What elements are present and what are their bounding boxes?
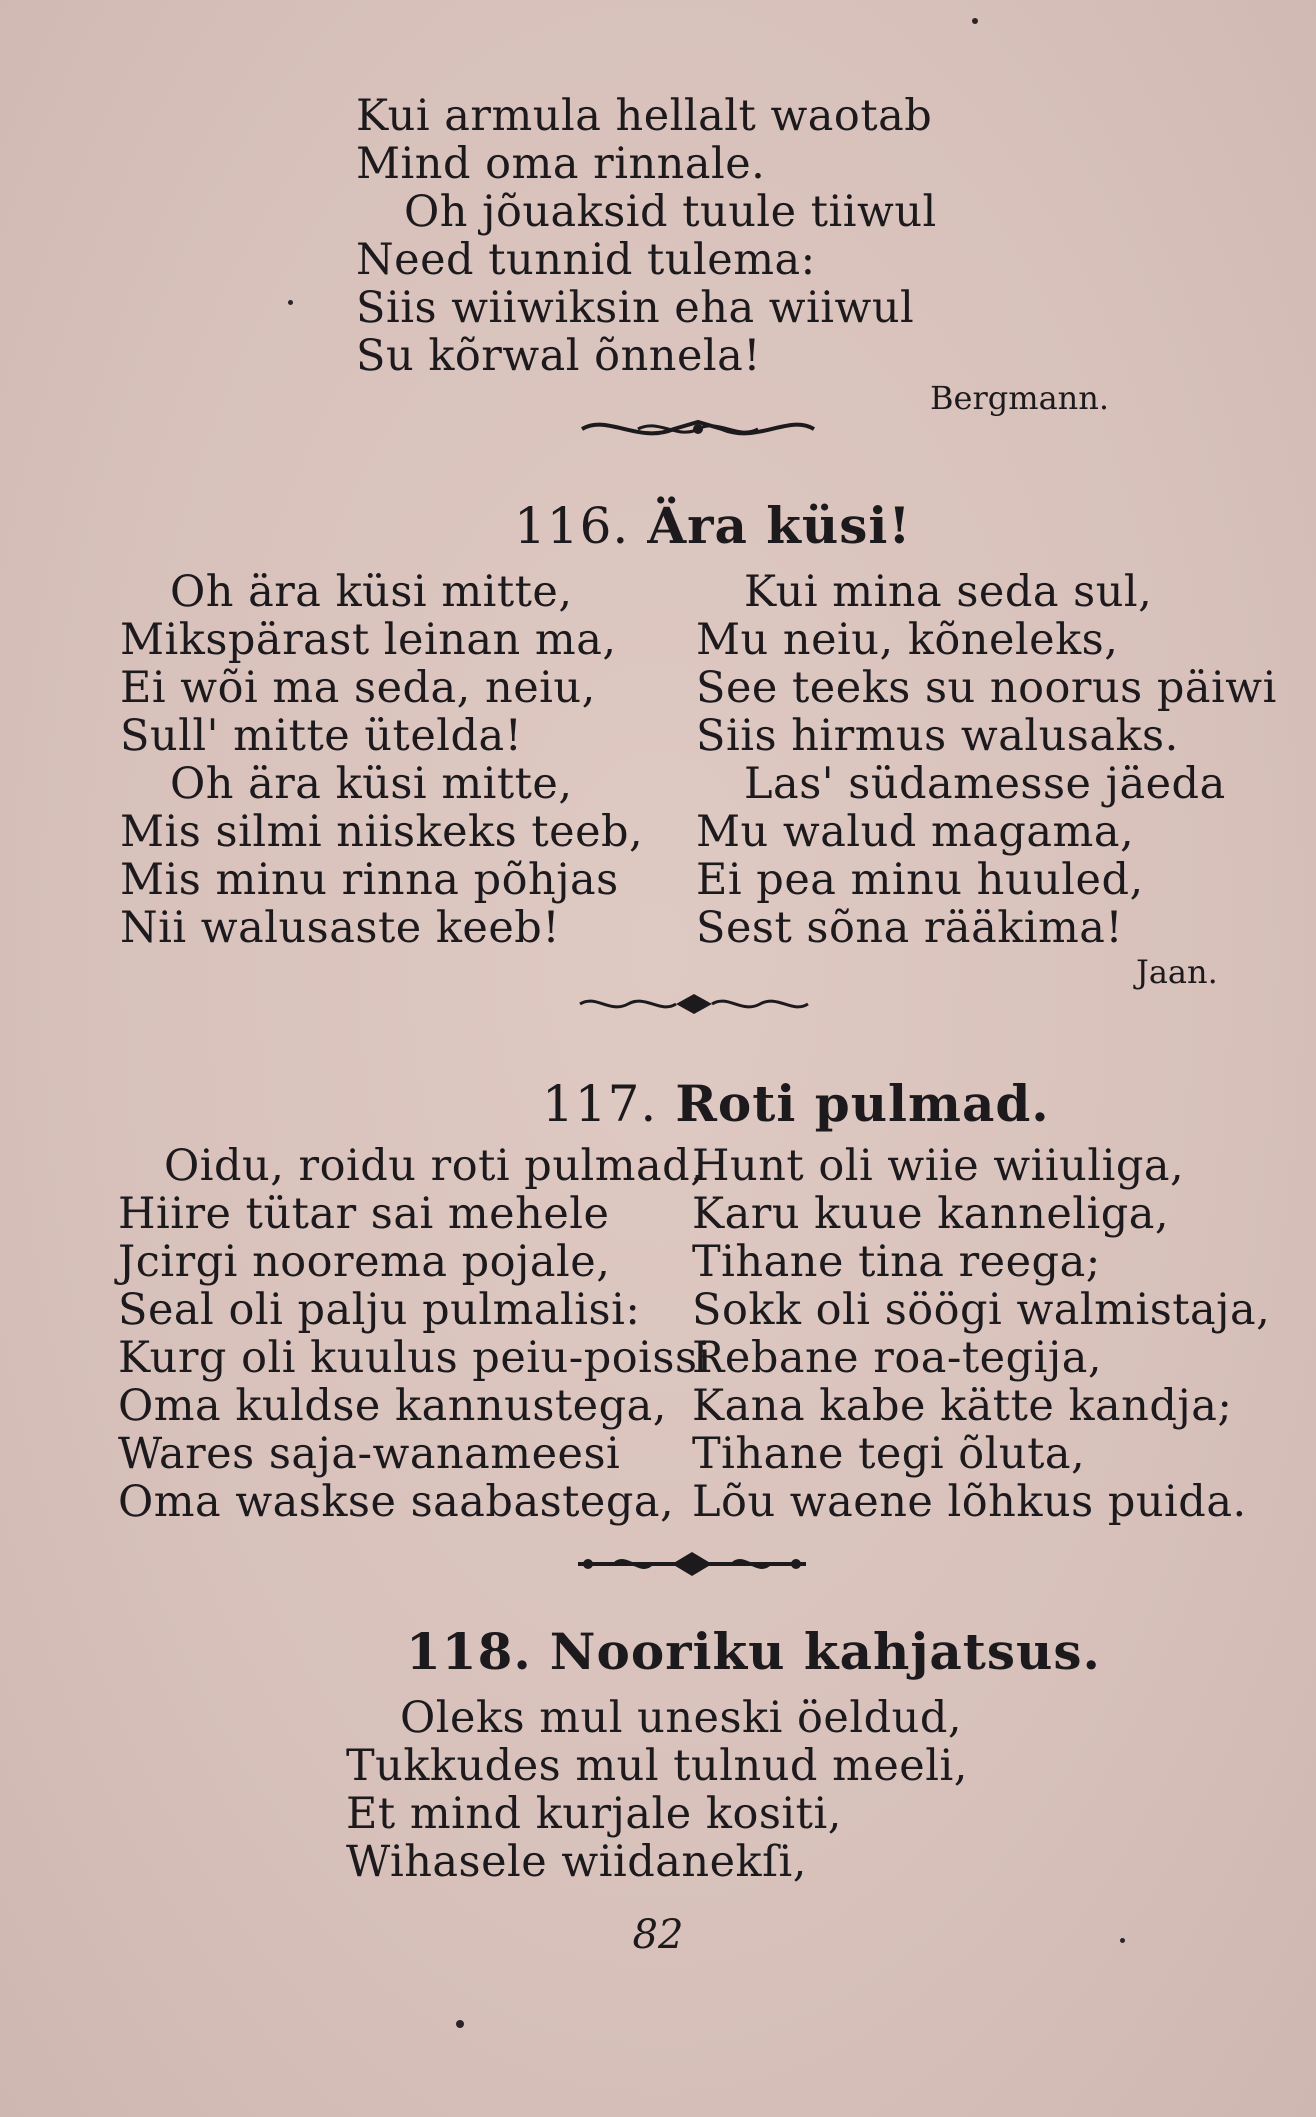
poem-number: 117.	[542, 1075, 658, 1133]
poem-line: Rebane roa-tegija,	[692, 1333, 1103, 1383]
poem-line: Mikspärast leinan ma,	[120, 615, 617, 665]
poem-line: Mind oma rinnale.	[356, 139, 766, 189]
poem-line: Sull' mitte ütelda!	[120, 711, 523, 761]
page-number: 82	[632, 1912, 684, 1958]
poem-line: Wihasele wiidanekſi,	[346, 1837, 807, 1887]
divider-ornament-icon	[578, 412, 818, 446]
poem-line: Oh ära küsi mitte,	[170, 567, 573, 617]
paper-speck	[1120, 1938, 1125, 1943]
poem-title-text: Nooriku kahjatsus.	[549, 1622, 1101, 1681]
poem-line: Oleks mul uneski öeldud,	[400, 1693, 963, 1743]
divider-ornament-icon	[574, 1548, 810, 1580]
poem-line: Kui mina seda sul,	[744, 567, 1153, 617]
poem-line: Need tunnid tulema:	[356, 235, 816, 285]
poem-title	[406, 1624, 1101, 1680]
poem-line: Nii walusaste keeb!	[120, 903, 561, 953]
poem-title	[514, 498, 911, 554]
poem-line: Tihane tina reega;	[692, 1237, 1101, 1287]
poem-author: Bergmann.	[930, 379, 1110, 417]
poem-line: Siis wiiwiksin eha wiiwul	[356, 283, 915, 333]
poem-line: Tukkudes mul tulnud meeli,	[346, 1741, 968, 1791]
poem-line: Tihane tegi õluta,	[692, 1429, 1086, 1479]
poem-line: Su kõrwal õnnela!	[356, 331, 762, 381]
poem-line: Mis silmi niiskeks teeb,	[120, 807, 644, 857]
poem-line: Seal oli palju pulmalisi:	[118, 1285, 641, 1335]
poem-line: Kurg oli kuulus peiu-poissi	[118, 1333, 712, 1383]
poem-line: Oma waskse saabastega,	[118, 1477, 675, 1527]
poem-line: Mu neiu, kõneleks,	[696, 615, 1119, 665]
poem-line: Siis hirmus walusaks.	[696, 711, 1179, 761]
paper-speck	[288, 300, 293, 305]
paper-speck	[972, 18, 978, 24]
poem-line: Hunt oli wiie wiiuliga,	[692, 1141, 1185, 1191]
poem-line: Oh ära küsi mitte,	[170, 759, 573, 809]
poem-line: See teeks su noorus päiwi	[696, 663, 1277, 713]
poem-line: Hiire tütar sai mehele	[118, 1189, 610, 1239]
poem-line: Jcirgi noorema pojale,	[118, 1237, 611, 1287]
poem-title	[542, 1076, 1050, 1132]
poem-number: 118.	[406, 1622, 532, 1681]
poem-line: Karu kuue kanneliga,	[692, 1189, 1170, 1239]
poem-line: Oidu, roidu roti pulmad,	[164, 1141, 705, 1191]
poem-number: 116.	[514, 497, 630, 555]
poem-line: Sokk oli söögi walmistaja,	[692, 1285, 1271, 1335]
poem-line: Las' südamesse jäeda	[744, 759, 1226, 809]
poem-line: Et mind kurjale kositi,	[346, 1789, 842, 1839]
poem-line: Sest sõna rääkima!	[696, 903, 1124, 953]
poem-line: Oh jõuaksid tuule tiiwul	[404, 187, 937, 237]
poem-line: Oma kuldse kannustega,	[118, 1381, 667, 1431]
divider-ornament-icon	[576, 988, 812, 1020]
poem-line: Mis minu rinna põhjas	[120, 855, 619, 905]
poem-title-text: Roti pulmad.	[675, 1074, 1050, 1133]
poem-line: Lõu waene lõhkus puida.	[692, 1477, 1247, 1527]
poem-line: Ei pea minu huuled,	[696, 855, 1144, 905]
poem-line: Kui armula hellalt waotab	[356, 91, 933, 141]
poem-title-text: Ära küsi!	[647, 496, 912, 555]
poem-line: Mu walud magama,	[696, 807, 1135, 857]
poem-line: Ei wõi ma seda, neiu,	[120, 663, 596, 713]
poem-author: Jaan.	[1136, 953, 1218, 991]
paper-speck	[456, 2020, 464, 2028]
poem-line: Wares saja-wanameesi	[118, 1429, 621, 1479]
poem-line: Kana kabe kätte kandja;	[692, 1381, 1233, 1431]
